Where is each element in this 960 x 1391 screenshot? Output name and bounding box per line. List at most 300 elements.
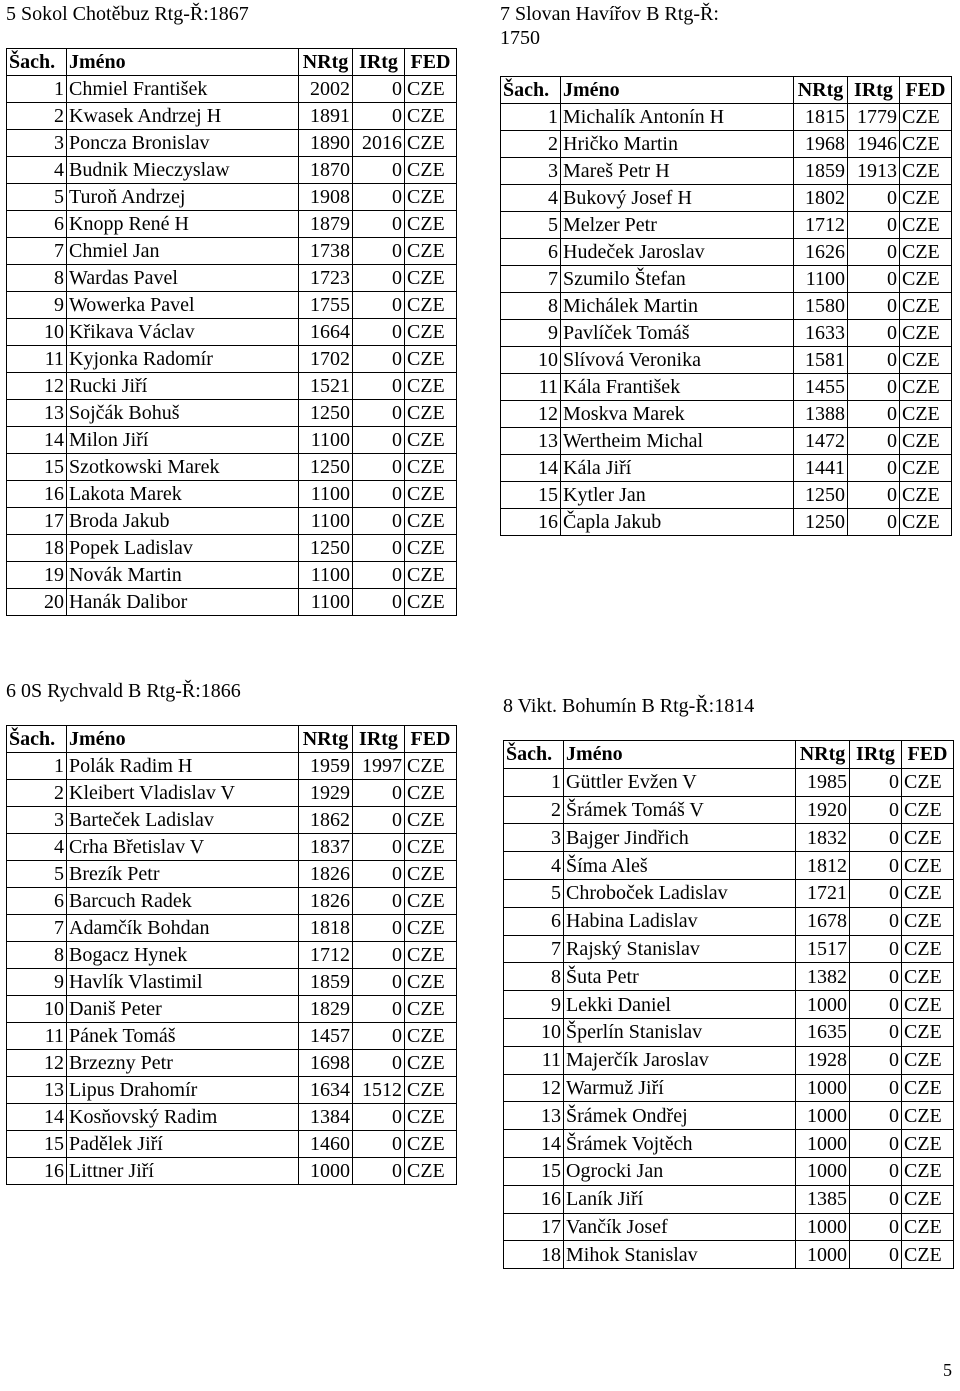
national-rating-cell: 1815 <box>794 104 848 131</box>
table-row <box>501 347 952 374</box>
national-rating-cell: 1580 <box>794 293 848 320</box>
board-number-cell: 1 <box>501 104 561 131</box>
international-rating-cell: 0 <box>353 427 405 454</box>
table-row <box>7 373 457 400</box>
board-number-cell: 2 <box>504 796 564 824</box>
player-name-cell: Güttler Evžen V <box>564 768 796 796</box>
international-rating-cell: 0 <box>353 915 405 942</box>
international-rating-cell: 0 <box>353 996 405 1023</box>
player-name-cell: Rucki Jiří <box>67 373 299 400</box>
player-name-cell: Hričko Martin <box>561 131 794 158</box>
table-row <box>7 157 457 184</box>
international-rating-cell: 0 <box>353 888 405 915</box>
board-number-cell: 9 <box>7 292 67 319</box>
player-name-cell: Kála František <box>561 374 794 401</box>
table-row <box>7 942 457 969</box>
table-row <box>504 935 954 963</box>
player-name-cell: Wardas Pavel <box>67 265 299 292</box>
team-title: 5 Sokol Chotěbuz Rtg-Ř:1867 <box>6 3 249 25</box>
federation-cell: CZE <box>405 807 457 834</box>
national-rating-cell: 1832 <box>796 824 850 852</box>
table-row <box>504 796 954 824</box>
national-rating-cell: 1678 <box>796 907 850 935</box>
player-name-cell: Melzer Petr <box>561 212 794 239</box>
national-rating-cell: 1723 <box>299 265 353 292</box>
national-rating-cell: 1698 <box>299 1050 353 1077</box>
col-header-board: Šach. <box>501 77 561 104</box>
player-name-cell: Mihok Stanislav <box>564 1241 796 1269</box>
player-name-cell: Rajský Stanislav <box>564 935 796 963</box>
international-rating-cell: 1512 <box>353 1077 405 1104</box>
board-number-cell: 19 <box>7 562 67 589</box>
federation-cell: CZE <box>405 211 457 238</box>
board-number-cell: 4 <box>7 834 67 861</box>
national-rating-cell: 1100 <box>299 427 353 454</box>
board-number-cell: 11 <box>7 1023 67 1050</box>
col-header-board: Šach. <box>7 49 67 76</box>
national-rating-cell: 1000 <box>796 991 850 1019</box>
table-row <box>7 1050 457 1077</box>
federation-cell: CZE <box>405 834 457 861</box>
board-number-cell: 11 <box>7 346 67 373</box>
table-row <box>501 185 952 212</box>
table-row <box>7 753 457 780</box>
col-header-fed: FED <box>900 77 952 104</box>
board-number-cell: 10 <box>7 996 67 1023</box>
international-rating-cell: 0 <box>848 212 900 239</box>
federation-cell: CZE <box>902 1046 954 1074</box>
table-row <box>7 427 457 454</box>
national-rating-cell: 1100 <box>299 589 353 616</box>
col-header-fed: FED <box>405 49 457 76</box>
player-name-cell: Warmuž Jiří <box>564 1074 796 1102</box>
player-name-cell: Majerčík Jaroslav <box>564 1046 796 1074</box>
table-row <box>7 265 457 292</box>
international-rating-cell: 0 <box>353 1023 405 1050</box>
table-row <box>501 455 952 482</box>
table-row <box>7 454 457 481</box>
board-number-cell: 14 <box>504 1130 564 1158</box>
player-name-cell: Hudeček Jaroslav <box>561 239 794 266</box>
board-number-cell: 18 <box>504 1241 564 1269</box>
table-row <box>7 211 457 238</box>
international-rating-cell: 0 <box>353 481 405 508</box>
player-name-cell: Kytler Jan <box>561 482 794 509</box>
federation-cell: CZE <box>902 1213 954 1241</box>
header-row <box>501 77 952 104</box>
international-rating-cell: 0 <box>850 879 902 907</box>
team-block-sokol-chotebuz <box>6 2 457 616</box>
international-rating-cell: 0 <box>850 1046 902 1074</box>
international-rating-cell: 0 <box>353 780 405 807</box>
federation-cell: CZE <box>900 212 952 239</box>
table-row <box>504 1018 954 1046</box>
international-rating-cell: 0 <box>848 239 900 266</box>
player-name-cell: Pavlíček Tomáš <box>561 320 794 347</box>
player-name-cell: Laník Jiří <box>564 1185 796 1213</box>
national-rating-cell: 2002 <box>299 76 353 103</box>
international-rating-cell: 0 <box>850 1018 902 1046</box>
col-header-fed: FED <box>902 741 954 769</box>
player-name-cell: Bukový Josef H <box>561 185 794 212</box>
team-title: 8 Vikt. Bohumín B Rtg-Ř:1814 <box>503 695 755 717</box>
international-rating-cell: 0 <box>850 824 902 852</box>
board-number-cell: 13 <box>7 1077 67 1104</box>
board-number-cell: 3 <box>7 807 67 834</box>
federation-cell: CZE <box>405 1104 457 1131</box>
national-rating-cell: 1472 <box>794 428 848 455</box>
table-row <box>7 76 457 103</box>
federation-cell: CZE <box>405 942 457 969</box>
player-name-cell: Brezík Petr <box>67 861 299 888</box>
player-name-cell: Lakota Marek <box>67 481 299 508</box>
federation-cell: CZE <box>900 428 952 455</box>
international-rating-cell: 2016 <box>353 130 405 157</box>
player-name-cell: Crha Břetislav V <box>67 834 299 861</box>
player-name-cell: Kála Jiří <box>561 455 794 482</box>
federation-cell: CZE <box>405 562 457 589</box>
player-name-cell: Čapla Jakub <box>561 509 794 536</box>
international-rating-cell: 0 <box>848 293 900 320</box>
federation-cell: CZE <box>405 238 457 265</box>
international-rating-cell: 0 <box>353 211 405 238</box>
federation-cell: CZE <box>902 991 954 1019</box>
player-name-cell: Poncza Bronislav <box>67 130 299 157</box>
table-row <box>504 1102 954 1130</box>
international-rating-cell: 0 <box>353 346 405 373</box>
national-rating-cell: 1702 <box>299 346 353 373</box>
player-name-cell: Mareš Petr H <box>561 158 794 185</box>
national-rating-cell: 1755 <box>299 292 353 319</box>
table-row <box>7 1023 457 1050</box>
international-rating-cell: 0 <box>848 401 900 428</box>
federation-cell: CZE <box>405 1077 457 1104</box>
international-rating-cell: 0 <box>850 1130 902 1158</box>
board-number-cell: 16 <box>7 1158 67 1185</box>
international-rating-cell: 0 <box>848 374 900 401</box>
table-row <box>501 266 952 293</box>
player-name-cell: Chmiel Jan <box>67 238 299 265</box>
table-row <box>7 888 457 915</box>
national-rating-cell: 1250 <box>794 482 848 509</box>
international-rating-cell: 0 <box>353 1104 405 1131</box>
international-rating-cell: 0 <box>850 796 902 824</box>
international-rating-cell: 0 <box>353 807 405 834</box>
international-rating-cell: 0 <box>850 852 902 880</box>
international-rating-cell: 0 <box>353 238 405 265</box>
page-number: 5 <box>943 1360 952 1380</box>
team-block-rychvald <box>6 679 457 1185</box>
roster-table <box>500 76 952 536</box>
board-number-cell: 8 <box>7 942 67 969</box>
board-number-cell: 9 <box>7 969 67 996</box>
international-rating-cell: 0 <box>850 907 902 935</box>
col-header-name: Jméno <box>564 741 796 769</box>
federation-cell: CZE <box>405 346 457 373</box>
player-name-cell: Daniš Peter <box>67 996 299 1023</box>
player-name-cell: Barcuch Radek <box>67 888 299 915</box>
national-rating-cell: 1000 <box>796 1130 850 1158</box>
board-number-cell: 2 <box>7 780 67 807</box>
table-row <box>501 158 952 185</box>
national-rating-cell: 1635 <box>796 1018 850 1046</box>
board-number-cell: 2 <box>7 103 67 130</box>
board-number-cell: 10 <box>504 1018 564 1046</box>
international-rating-cell: 0 <box>848 320 900 347</box>
player-name-cell: Hanák Dalibor <box>67 589 299 616</box>
federation-cell: CZE <box>900 185 952 212</box>
national-rating-cell: 1859 <box>794 158 848 185</box>
international-rating-cell: 0 <box>848 482 900 509</box>
board-number-cell: 9 <box>501 320 561 347</box>
player-name-cell: Michálek Martin <box>561 293 794 320</box>
player-name-cell: Kwasek Andrzej H <box>67 103 299 130</box>
national-rating-cell: 1826 <box>299 861 353 888</box>
player-name-cell: Šuta Petr <box>564 963 796 991</box>
international-rating-cell: 0 <box>848 455 900 482</box>
col-header-nrtg: NRtg <box>299 726 353 753</box>
table-row <box>7 1104 457 1131</box>
col-header-fed: FED <box>405 726 457 753</box>
table-row <box>7 807 457 834</box>
player-name-cell: Šrámek Vojtěch <box>564 1130 796 1158</box>
header-row <box>7 726 457 753</box>
federation-cell: CZE <box>405 76 457 103</box>
federation-cell: CZE <box>900 509 952 536</box>
table-row <box>501 104 952 131</box>
player-name-cell: Popek Ladislav <box>67 535 299 562</box>
table-row <box>504 1213 954 1241</box>
federation-cell: CZE <box>900 239 952 266</box>
federation-cell: CZE <box>902 824 954 852</box>
national-rating-cell: 1388 <box>794 401 848 428</box>
federation-cell: CZE <box>405 888 457 915</box>
international-rating-cell: 0 <box>850 1157 902 1185</box>
international-rating-cell: 0 <box>353 184 405 211</box>
table-row <box>501 239 952 266</box>
international-rating-cell: 1997 <box>353 753 405 780</box>
player-name-cell: Littner Jiří <box>67 1158 299 1185</box>
board-number-cell: 14 <box>7 1104 67 1131</box>
international-rating-cell: 0 <box>848 509 900 536</box>
national-rating-cell: 1802 <box>794 185 848 212</box>
national-rating-cell: 1460 <box>299 1131 353 1158</box>
federation-cell: CZE <box>405 861 457 888</box>
player-name-cell: Knopp René H <box>67 211 299 238</box>
board-number-cell: 11 <box>501 374 561 401</box>
international-rating-cell: 0 <box>850 1213 902 1241</box>
table-row <box>501 482 952 509</box>
player-name-cell: Novák Martin <box>67 562 299 589</box>
player-name-cell: Wowerka Pavel <box>67 292 299 319</box>
team-block-viktorie-bohumin <box>503 694 954 1269</box>
table-row <box>501 428 952 455</box>
national-rating-cell: 1929 <box>299 780 353 807</box>
federation-cell: CZE <box>902 1018 954 1046</box>
board-number-cell: 15 <box>7 1131 67 1158</box>
national-rating-cell: 1441 <box>794 455 848 482</box>
federation-cell: CZE <box>902 1102 954 1130</box>
federation-cell: CZE <box>405 157 457 184</box>
table-row <box>7 130 457 157</box>
international-rating-cell: 0 <box>850 1102 902 1130</box>
player-name-cell: Šrámek Tomáš V <box>564 796 796 824</box>
table-row <box>504 824 954 852</box>
national-rating-cell: 1712 <box>794 212 848 239</box>
table-row <box>7 780 457 807</box>
player-name-cell: Szotkowski Marek <box>67 454 299 481</box>
national-rating-cell: 1000 <box>796 1241 850 1269</box>
national-rating-cell: 1928 <box>796 1046 850 1074</box>
national-rating-cell: 1879 <box>299 211 353 238</box>
national-rating-cell: 1000 <box>796 1074 850 1102</box>
national-rating-cell: 1890 <box>299 130 353 157</box>
board-number-cell: 15 <box>504 1157 564 1185</box>
national-rating-cell: 1100 <box>299 508 353 535</box>
table-row <box>7 1131 457 1158</box>
table-row <box>7 238 457 265</box>
header-row <box>7 49 457 76</box>
board-number-cell: 4 <box>504 852 564 880</box>
international-rating-cell: 0 <box>353 1158 405 1185</box>
federation-cell: CZE <box>902 1074 954 1102</box>
board-number-cell: 15 <box>7 454 67 481</box>
federation-cell: CZE <box>900 320 952 347</box>
player-name-cell: Lipus Drahomír <box>67 1077 299 1104</box>
board-number-cell: 6 <box>7 211 67 238</box>
international-rating-cell: 0 <box>848 185 900 212</box>
national-rating-cell: 1721 <box>796 879 850 907</box>
international-rating-cell: 0 <box>353 1131 405 1158</box>
board-number-cell: 7 <box>7 238 67 265</box>
federation-cell: CZE <box>405 1050 457 1077</box>
national-rating-cell: 1581 <box>794 347 848 374</box>
national-rating-cell: 1250 <box>299 454 353 481</box>
col-header-nrtg: NRtg <box>794 77 848 104</box>
player-name-cell: Havlík Vlastimil <box>67 969 299 996</box>
board-number-cell: 7 <box>7 915 67 942</box>
international-rating-cell: 0 <box>850 1074 902 1102</box>
player-name-cell: Kyjonka Radomír <box>67 346 299 373</box>
national-rating-cell: 1100 <box>299 562 353 589</box>
national-rating-cell: 1100 <box>299 481 353 508</box>
table-row <box>7 481 457 508</box>
table-row <box>7 562 457 589</box>
table-row <box>504 879 954 907</box>
national-rating-cell: 1664 <box>299 319 353 346</box>
player-name-cell: Turoň Andrzej <box>67 184 299 211</box>
international-rating-cell: 0 <box>353 834 405 861</box>
federation-cell: CZE <box>405 103 457 130</box>
board-number-cell: 1 <box>7 76 67 103</box>
federation-cell: CZE <box>902 963 954 991</box>
national-rating-cell: 1891 <box>299 103 353 130</box>
board-number-cell: 8 <box>501 293 561 320</box>
national-rating-cell: 1250 <box>299 400 353 427</box>
international-rating-cell: 0 <box>848 266 900 293</box>
national-rating-cell: 1521 <box>299 373 353 400</box>
board-number-cell: 7 <box>501 266 561 293</box>
board-number-cell: 13 <box>504 1102 564 1130</box>
board-number-cell: 13 <box>501 428 561 455</box>
national-rating-cell: 1455 <box>794 374 848 401</box>
federation-cell: CZE <box>405 535 457 562</box>
player-name-cell: Milon Jiří <box>67 427 299 454</box>
international-rating-cell: 0 <box>353 454 405 481</box>
federation-cell: CZE <box>405 508 457 535</box>
player-name-cell: Moskva Marek <box>561 401 794 428</box>
board-number-cell: 20 <box>7 589 67 616</box>
player-name-cell: Šperlín Stanislav <box>564 1018 796 1046</box>
national-rating-cell: 1457 <box>299 1023 353 1050</box>
table-row <box>7 292 457 319</box>
table-row <box>7 319 457 346</box>
national-rating-cell: 1920 <box>796 796 850 824</box>
international-rating-cell: 0 <box>353 535 405 562</box>
national-rating-cell: 1633 <box>794 320 848 347</box>
board-number-cell: 16 <box>504 1185 564 1213</box>
international-rating-cell: 0 <box>850 1241 902 1269</box>
board-number-cell: 2 <box>501 131 561 158</box>
federation-cell: CZE <box>900 266 952 293</box>
player-name-cell: Chmiel František <box>67 76 299 103</box>
national-rating-cell: 1818 <box>299 915 353 942</box>
table-row <box>504 852 954 880</box>
federation-cell: CZE <box>902 852 954 880</box>
table-row <box>504 1074 954 1102</box>
federation-cell: CZE <box>405 130 457 157</box>
national-rating-cell: 1385 <box>796 1185 850 1213</box>
federation-cell: CZE <box>902 907 954 935</box>
national-rating-cell: 1738 <box>299 238 353 265</box>
national-rating-cell: 1829 <box>299 996 353 1023</box>
national-rating-cell: 1812 <box>796 852 850 880</box>
col-header-name: Jméno <box>67 726 299 753</box>
national-rating-cell: 1000 <box>796 1102 850 1130</box>
col-header-board: Šach. <box>504 741 564 769</box>
international-rating-cell: 0 <box>353 508 405 535</box>
board-number-cell: 6 <box>504 907 564 935</box>
player-name-cell: Ogrocki Jan <box>564 1157 796 1185</box>
player-name-cell: Kleibert Vladislav V <box>67 780 299 807</box>
federation-cell: CZE <box>900 374 952 401</box>
federation-cell: CZE <box>900 293 952 320</box>
board-number-cell: 5 <box>7 184 67 211</box>
header-row <box>504 741 954 769</box>
col-header-nrtg: NRtg <box>796 741 850 769</box>
national-rating-cell: 1517 <box>796 935 850 963</box>
table-row <box>504 963 954 991</box>
col-header-name: Jméno <box>561 77 794 104</box>
federation-cell: CZE <box>902 1157 954 1185</box>
player-name-cell: Křikava Václav <box>67 319 299 346</box>
federation-cell: CZE <box>405 753 457 780</box>
international-rating-cell: 0 <box>353 373 405 400</box>
table-row <box>7 861 457 888</box>
federation-cell: CZE <box>900 158 952 185</box>
board-number-cell: 15 <box>501 482 561 509</box>
board-number-cell: 7 <box>504 935 564 963</box>
board-number-cell: 17 <box>7 508 67 535</box>
federation-cell: CZE <box>405 780 457 807</box>
table-row <box>504 1046 954 1074</box>
board-number-cell: 8 <box>7 265 67 292</box>
board-number-cell: 13 <box>7 400 67 427</box>
player-name-cell: Habina Ladislav <box>564 907 796 935</box>
federation-cell: CZE <box>405 915 457 942</box>
player-name-cell: Padělek Jiří <box>67 1131 299 1158</box>
table-row <box>7 834 457 861</box>
